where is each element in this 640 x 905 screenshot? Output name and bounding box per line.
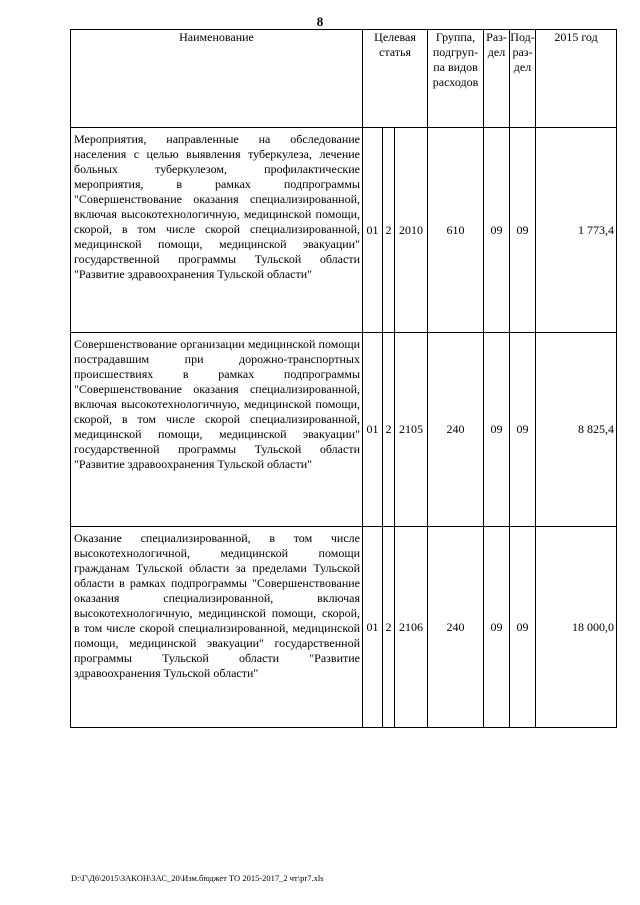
row-group: 240 — [428, 333, 484, 527]
row-name: Мероприятия, направленные на обследование населения с целью выявления туберкулеза, лечение больных туберкулезом, профилактические мероприятия, в рамках подпрограммы "Совершенствование оказания специализированной, включая высокотехнологичную, медицинской помощи, скорой, в том числе скорой специализированной, медицинской помощи, медицинской эвакуации" государственной программы Тульской области "Развитие здравоохранения Тульской области" — [71, 128, 363, 333]
table-header-row — [71, 30, 617, 128]
row-code1: 01 — [363, 527, 383, 728]
row-section: 09 — [484, 128, 510, 333]
row-section: 09 — [484, 527, 510, 728]
row-group: 610 — [428, 128, 484, 333]
header-expense-group: Группа, подгруп-па видов расходов — [428, 30, 484, 128]
row-code1: 01 — [363, 128, 383, 333]
row-code2: 2 — [383, 333, 395, 527]
row-code3: 2010 — [395, 128, 428, 333]
page-number: 8 — [316, 14, 324, 29]
row-code2: 2 — [383, 128, 395, 333]
row-amount: 1 773,4 — [536, 128, 617, 333]
row-subsection: 09 — [510, 527, 536, 728]
row-code1: 01 — [363, 333, 383, 527]
row-code3: 2106 — [395, 527, 428, 728]
row-code3: 2105 — [395, 333, 428, 527]
row-amount: 8 825,4 — [536, 333, 617, 527]
table-row — [71, 128, 617, 333]
row-subsection: 09 — [510, 128, 536, 333]
header-subsection: Под-раз-дел — [510, 30, 536, 128]
budget-table — [70, 29, 617, 728]
row-group: 240 — [428, 527, 484, 728]
header-section: Раз-дел — [484, 30, 510, 128]
header-year: 2015 год — [536, 30, 617, 128]
header-name: Наименование — [71, 30, 363, 128]
row-name: Совершенствование организации медицинской помощи пострадавшим при дорожно-транспортных происшествиях в рамках подпрограммы "Совершенствование оказания специализированной, включая высокотехнологичную, медицинской помощи, скорой, в том числе скорой специализированной, медицинской помощи, медицинской эвакуации" государственной программы Тульской области "Развитие здравоохранения Тульской области" — [71, 333, 363, 527]
row-code2: 2 — [383, 527, 395, 728]
header-target-article: Целевая статья — [363, 30, 428, 128]
table-row — [71, 527, 617, 728]
footer-file-path: D:\Г\Д6\2015\ЗАКОН\ЗАС_20\Изм.бюджет ТО 2015-2017_2 чт\pr7.xls — [71, 873, 324, 883]
row-amount: 18 000,0 — [536, 527, 617, 728]
row-name: Оказание специализированной, в том числе высокотехнологичной, медицинской помощи гражданам Тульской области за пределами Тульской области в рамках подпрограммы "Совершенствование оказания специализированной, включая высокотехнологичную, медицинской помощи, скорой, в том числе скорой специализированной, медицинской помощи, медицинской эвакуации" государственной программы Тульской области "Развитие здравоохранения Тульской области" — [71, 527, 363, 728]
row-section: 09 — [484, 333, 510, 527]
table-row — [71, 333, 617, 527]
row-subsection: 09 — [510, 333, 536, 527]
